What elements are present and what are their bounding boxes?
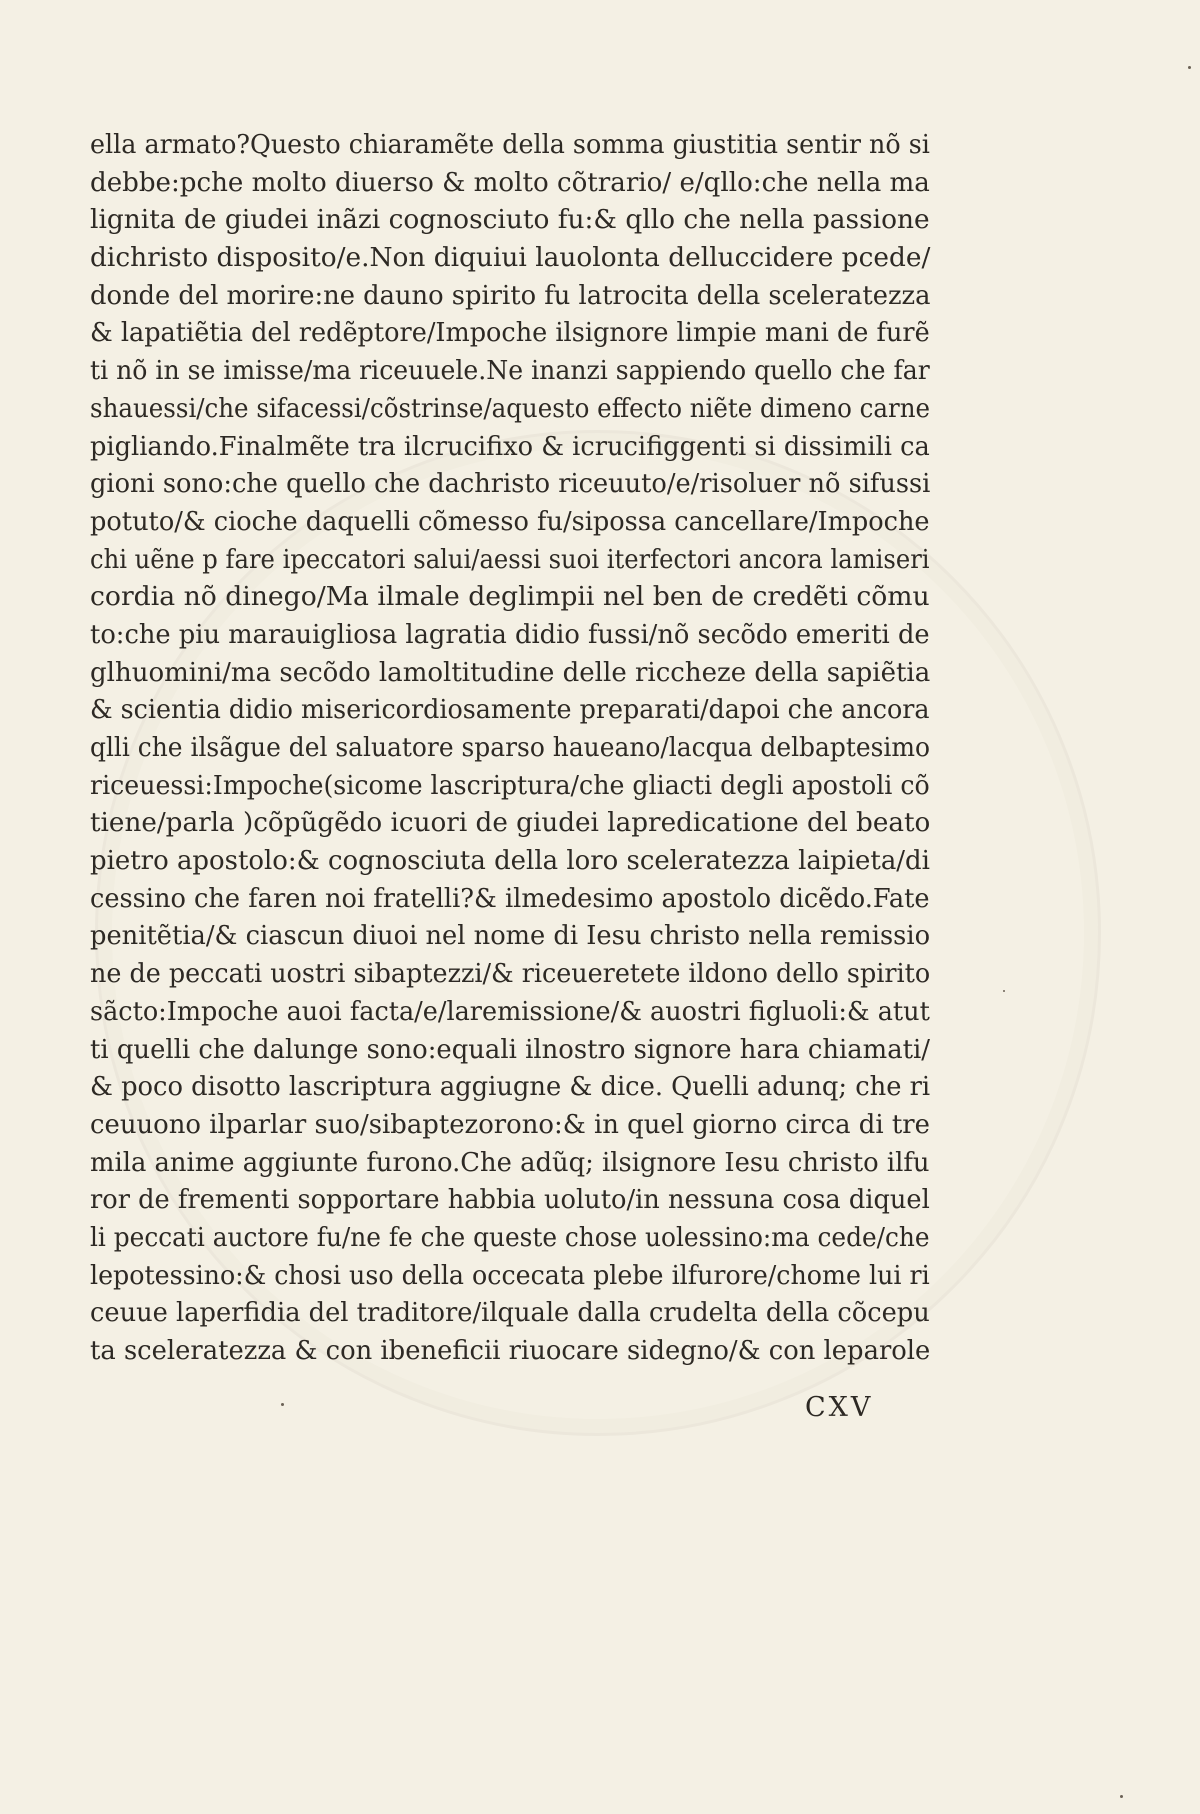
text-line: riceuessi:Impoche(sicome lascriptura/che gliacti degli apostoli cõ (90, 769, 930, 801)
text-line: chi uẽne p fare ipeccatori salui/aessi suoi iterfectori ancora lamiseri (90, 543, 930, 575)
text-column (90, 126, 930, 1370)
text-line: qlli che ilsãgue del saluatore sparso haueano/lacqua delbaptesimo (90, 732, 931, 763)
text-line: potuto/& cioche daquelli cõmesso fu/sipossa cancellare/Impoche (90, 505, 930, 537)
paper-speck (1188, 66, 1191, 69)
text-line: ne de peccati uostri sibaptezzi/& riceueretete ildono dello spirito (90, 958, 931, 990)
text-line: tiene/parla )cõpũgẽdo icuori de giudei lapredicatione del beato (90, 807, 931, 839)
text-line: shauessi/che sifacessi/cõstrinse/aquesto effecto niẽte dimeno carne (90, 392, 931, 424)
text-line: mila anime aggiunte furono.Che adũq; ilsignore Iesu christo ilfu (90, 1146, 930, 1178)
text-line: pigliando.Finalmẽte tra ilcrucifixo & icrucifiggenti si dissimili ca (90, 430, 930, 462)
text-line: dichristo disposito/e.Non diquiui lauolonta delluccidere pcede/ (90, 242, 931, 274)
text-line: ror de frementi sopportare habbia uoluto/in nessuna cosa diquel (90, 1184, 930, 1216)
text-line: lignita de giudei inãzi cognosciuto fu:& qllo che nella passione (90, 204, 930, 236)
text-line: donde del morire:ne dauno spirito fu latrocita della sceleratezza (90, 279, 931, 311)
text-line: debbe:pche molto diuerso & molto cõtrario/ e/qllo:che nella ma (90, 166, 930, 198)
text-line: glhuomini/ma secõdo lamoltitudine delle riccheze della sapiẽtia (90, 656, 931, 688)
paper-speck (1003, 990, 1005, 992)
text-line: ti quelli che dalunge sono:equali ilnostro signore hara chiamati/ (90, 1033, 930, 1065)
text-line: li peccati auctore fu/ne fe che queste chose uolessino:ma cede/che (90, 1221, 930, 1253)
folio-number: CXV (805, 1392, 874, 1423)
text-line: & scientia didio misericordiosamente preparati/dapoi che ancora (90, 694, 930, 726)
text-line: ella armato?Questo chiaramẽte della somma giustitia sentir nõ si (90, 129, 930, 160)
text-line: ceuue laperfidia del traditore/ilquale dalla crudelta della cõcepu (90, 1297, 930, 1329)
text-line: & lapatiẽtia del redẽptore/Impoche ilsignore limpie mani de furẽ (90, 317, 930, 349)
text-line: ta sceleratezza & con ibeneficii riuocare sidegno/& con leparole (90, 1335, 931, 1366)
text-line: pietro apostolo:& cognosciuta della loro sceleratezza laipieta/di (90, 845, 930, 877)
text-line: cordia nõ dinego/Ma ilmale deglimpii nel ben de credẽti cõmu (90, 581, 930, 613)
paper-speck (281, 1403, 284, 1406)
text-line: gioni sono:che quello che dachristo riceuuto/e/risoluer nõ sifussi (90, 468, 931, 500)
text-line: ti nõ in se imisse/ma riceuuele.Ne inanzi sappiendo quello che far (90, 355, 930, 387)
text-line: lepotessino:& chosi uso della occecata plebe ilfurore/chome lui ri (90, 1259, 930, 1291)
paper-speck (1120, 1795, 1123, 1798)
text-line: to:che piu marauigliosa lagratia didio fussi/nõ secõdo emeriti de (90, 618, 930, 650)
text-line: penitẽtia/& ciascun diuoi nel nome di Iesu christo nella remissio (90, 920, 931, 952)
text-line: sãcto:Impoche auoi facta/e/laremissione/& auostri figluoli:& atut (90, 995, 930, 1027)
text-line: ceuuono ilparlar suo/sibaptezorono:& in quel giorno circa di tre (90, 1108, 930, 1140)
text-line: cessino che faren noi fratelli?& ilmedesimo apostolo dicẽdo.Fate (90, 882, 930, 914)
text-line: & poco disotto lascriptura aggiugne & dice. Quelli adunq; che ri (90, 1071, 931, 1103)
